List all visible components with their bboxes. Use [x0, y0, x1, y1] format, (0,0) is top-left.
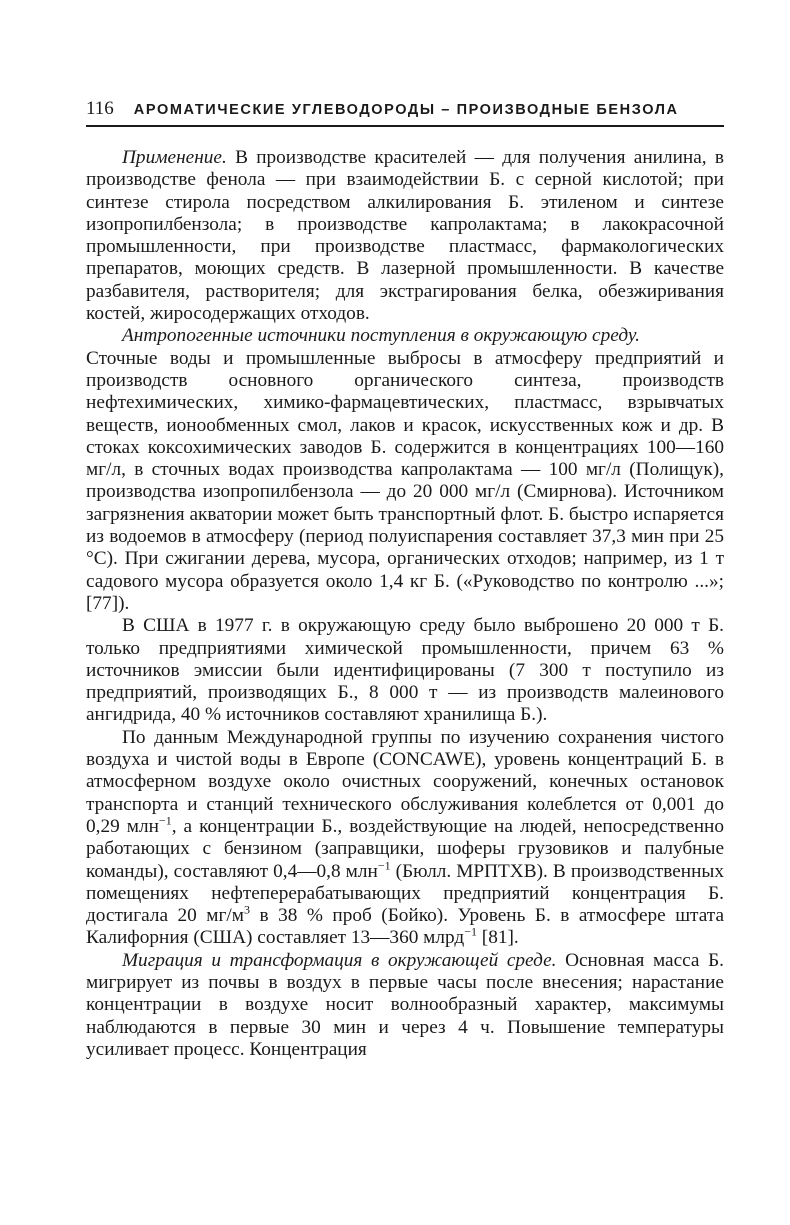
paragraph-migration: [86, 950, 724, 1061]
concawe-sup-2: −1: [377, 858, 391, 873]
book-page: [86, 98, 724, 1061]
concawe-text-4: в 38 % проб (Бойко). Уровень Б. в атмосфере штата Калифорния (США) составляет 13—360 млрд: [86, 905, 725, 949]
paragraph-sources-heading: [86, 325, 724, 347]
running-title: АРОМАТИЧЕСКИЕ УГЛЕВОДОРОДЫ – ПРОИЗВОДНЫЕ БЕНЗОЛА: [133, 102, 679, 118]
concawe-sup-4: −1: [464, 924, 477, 939]
page-number: 116: [86, 98, 114, 119]
paragraph-usa-text: В США в 1977 г. в окружающую среду было выброшено 20 000 т Б. только предприятиями химической промышленности, причем 63 % источников эмиссии были идентифицированы (7 300 т поступило из предприятий, производящих Б., 8 000 т — из производств малеинового ангидрида, 40 % источников составляют хранилища Б.).: [86, 615, 724, 726]
concawe-sup-3: 3: [243, 902, 250, 917]
section-heading-migration: Миграция и трансформация в окружающей среде.: [122, 949, 557, 971]
section-heading-sources: Антропогенные источники поступления в окружающую среду.: [122, 325, 640, 347]
paragraph-usa: [86, 615, 724, 726]
paragraph-application-text: В производстве красителей — для получения анилина, в производстве фенола — при взаимодействии Б. с серной кислотой; при синтезе стирола посредством алкилирования Б. этиленом и синтезе изопропилбензола; в производстве капролактама; в лакокрасочной промышленности, при производстве пластмасс, фармакологических препаратов, моющих средств. В лазерной промышленности. В качестве разбавителя, растворителя; для экстрагирования белка, обезжиривания костей, жиросодержащих отходов.: [86, 147, 724, 325]
paragraph-sources: [86, 348, 724, 616]
page-header: [86, 98, 724, 127]
section-heading-application: Применение.: [122, 147, 227, 168]
concawe-text-3: (Бюлл. МРПТХВ). В производственных помещениях нефтеперерабатывающих предприятий концентрация Б. достигала 20 мг/м: [86, 860, 724, 927]
paragraph-application: [86, 147, 724, 325]
paragraph-sources-text: Сточные воды и промышленные выбросы в атмосферу предприятий и производств основного органического синтеза, производств нефтехимических, химико-фармацевтических, пластмасс, взрывчатых веществ, ионообменных смол, лаков и красок, искусственных кож и др. В стоках коксохимических заводов Б. содержится в концентрациях 100—160 мг/л, в сточных водах производства капролактама — 100 мг/л (Полищук), производства изопропилбензола — до 20 000 мг/л (Смирнова). Источником загрязнения акватории может быть транспортный флот. Б. быстро испаряется из водоемов в атмосферу (период полуиспарения составляет 37,3 мин при 25 °С). При сжигании дерева, мусора, органических отходов; например, из 1 т садового мусора образуется около 1,4 кг Б. («Руководство по контролю ...»; [77]).: [86, 347, 724, 614]
concawe-text-1: По данным Международной группы по изучению сохранения чистого воздуха и чистой воды в Европе (CONCAWE), уровень концентраций Б. в атмосферном воздухе около очистных сооружений, конечных остановок транспорта и станций технического обслуживания колеблется от 0,001 до 0,29 млн: [86, 726, 724, 837]
body-text: [86, 147, 724, 1061]
concawe-sup-1: −1: [158, 813, 172, 828]
paragraph-migration-text: Основная масса Б. мигрирует из почвы в воздух в первые часы после внесения; нарастание концентрации в воздухе носит волнообразный характер, максимумы наблюдаются в первые 30 мин и через 4 ч. Повышение температуры усиливает процесс. Концентрация: [86, 949, 724, 1060]
concawe-text-2: , а концентрации Б., воздействующие на людей, непосредственно работающих с бензином (заправщики, шоферы грузовиков и палубные команды), составляют 0,4—0,8 млн: [86, 815, 724, 882]
concawe-text-5: [81].: [476, 927, 519, 949]
paragraph-concawe: [86, 727, 724, 950]
